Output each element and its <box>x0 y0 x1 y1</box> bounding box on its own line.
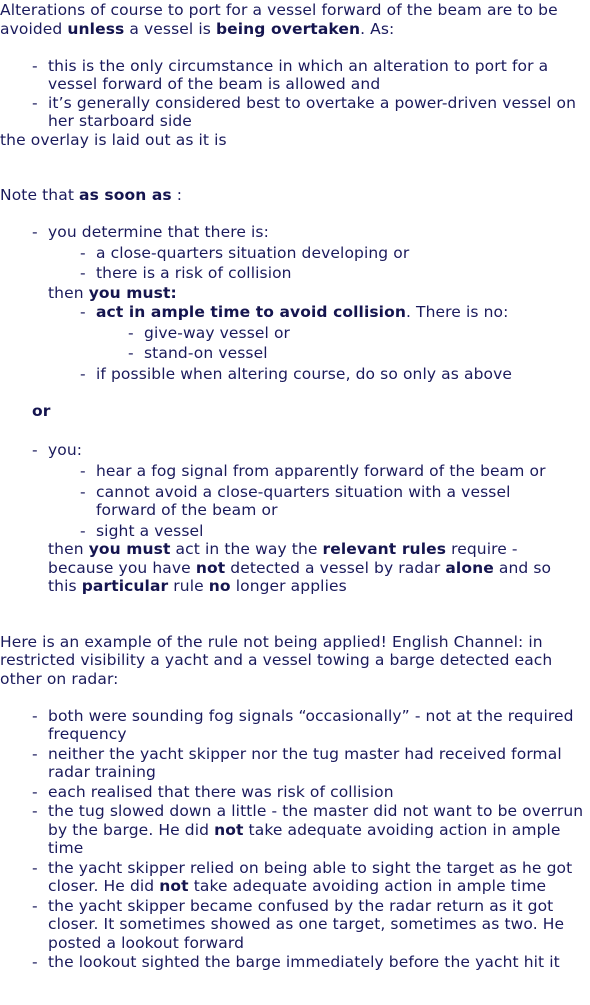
bullet-dash: - <box>32 782 38 801</box>
bullet-dash: - <box>32 706 38 725</box>
example-text: neither the yacht skipper nor the tug master had received formal radar training <box>48 744 562 781</box>
part1-act-item <box>0 303 590 322</box>
part2-lead-text: you: <box>48 440 83 459</box>
note-line <box>0 186 590 205</box>
example-item-2 <box>0 745 590 782</box>
conclusion-text: longer applies <box>230 577 347 595</box>
example-item-4 <box>0 802 590 858</box>
bullet-dash: - <box>80 303 86 321</box>
bullet-dash: - <box>32 93 38 112</box>
vessel-text: give-way vessel or <box>144 323 291 342</box>
part1-sub-text: a close-quarters situation developing or <box>96 243 410 262</box>
conclusion-text: then <box>48 540 89 558</box>
conclusion-text: act in the way the <box>170 540 323 558</box>
part1-vessel-2 <box>0 344 590 363</box>
or-label <box>0 402 590 421</box>
example-intro: Here is an example of the rule not being applied! English Channel: in restricted visibility a yacht and a vessel towing a barge detected each other on radar: <box>0 632 553 688</box>
part1-lead-text: you determine that there is: <box>48 223 269 241</box>
intro-bold-unless: unless <box>67 19 125 38</box>
bullet-dash: - <box>80 264 86 282</box>
part1-lead <box>0 223 590 242</box>
example-item-6 <box>0 897 590 953</box>
document <box>0 1 590 1005</box>
bullet-dash: - <box>32 896 38 915</box>
conclusion-text: detected a vessel by radar <box>225 558 446 577</box>
example-text: each realised that there was risk of collision <box>48 782 394 801</box>
bullet-dash: - <box>32 858 38 877</box>
part2-lead <box>0 441 590 460</box>
conclusion-bold: not <box>195 558 226 577</box>
part1-sub-1 <box>0 244 590 263</box>
conclusion-bold: no <box>208 577 231 595</box>
conclusion-text: require - because you have <box>48 540 518 577</box>
example-text: the lookout sighted the barge immediately before the yacht hit it <box>48 953 560 971</box>
note-text: : <box>171 186 183 204</box>
part1-then-line <box>0 284 590 303</box>
bullet-dash: - <box>32 223 38 241</box>
part1-vessel-1 <box>0 324 590 343</box>
vessel-text: stand-on vessel <box>144 344 268 362</box>
bullet-dash: - <box>32 440 38 459</box>
intro-bold-overtaken: being overtaken <box>215 19 361 38</box>
part2-sub-text: cannot avoid a close-quarters situation with a vessel forward of the beam or <box>96 482 511 519</box>
bullet-dash: - <box>32 56 38 75</box>
conclusion-bold: alone <box>445 558 494 577</box>
as-item-text: this is the only circumstance in which an alteration to port for a vessel forward of the beam is allowed and <box>48 56 549 93</box>
conclusion-text: and so this <box>48 558 552 595</box>
possible-text: if possible when altering course, do so only as above <box>96 364 512 383</box>
as-item-text: it’s generally considered best to overtake a power-driven vessel on her starboard side <box>48 93 577 130</box>
example-text: take adequate avoiding action in ample time <box>48 820 561 857</box>
bullet-dash: - <box>80 482 86 501</box>
example-text: take adequate avoiding action in ample time <box>188 877 547 895</box>
part2-sub-text: hear a fog signal from apparently forward of the beam or <box>96 462 546 480</box>
intro-paragraph <box>0 1 590 38</box>
part1-sub-text: there is a risk of collision <box>96 264 292 282</box>
part2-sub-text: sight a vessel <box>96 521 204 540</box>
bullet-dash: - <box>128 323 134 342</box>
bullet-dash: - <box>80 243 86 262</box>
example-bold: not <box>214 820 244 839</box>
bullet-dash: - <box>128 344 134 362</box>
part1-possible-item <box>0 365 590 384</box>
example-text: the yacht skipper became confused by the radar return as it got closer. It sometimes showed as one target, sometimes as two. He posted a lookout forward <box>48 896 565 952</box>
bullet-dash: - <box>32 744 38 763</box>
conclusion-text: rule <box>168 577 209 595</box>
part2-sub-2 <box>0 483 536 520</box>
conclusion-bold: particular <box>81 577 169 595</box>
bullet-dash: - <box>32 802 38 820</box>
example-text: the yacht skipper relied on being able to sight the target as he got closer. He did <box>48 858 573 895</box>
intro-text: a vessel is <box>124 19 216 38</box>
example-text: both were sounding fog signals “occasionally” - not at the required frequency <box>48 706 574 743</box>
as-item-2 <box>0 94 590 131</box>
conclusion-bold: relevant rules <box>322 540 447 558</box>
part2-sub-1 <box>0 462 590 481</box>
bullet-dash: - <box>32 953 38 971</box>
note-text: Note that <box>0 186 80 204</box>
overlay-line: the overlay is laid out as it is <box>0 130 227 149</box>
example-bold: not <box>159 877 189 895</box>
note-bold: as soon as <box>79 186 172 204</box>
example-item-1 <box>0 707 590 744</box>
as-item-1 <box>0 57 590 94</box>
act-bold: act in ample time to avoid collision <box>96 303 406 321</box>
example-item-5 <box>0 859 590 896</box>
part2-conclusion <box>0 540 590 596</box>
then-text: then <box>48 283 89 302</box>
act-text: . There is no: <box>405 303 509 321</box>
or-bold: or <box>32 401 51 420</box>
example-item-3 <box>0 783 590 802</box>
then-bold: you must: <box>88 283 177 302</box>
example-text: the tug slowed down a little - the master did not want to be overrun by the barge. He did <box>48 802 584 839</box>
intro-text: . As: <box>360 19 395 38</box>
part1-sub-2 <box>0 264 590 283</box>
conclusion-bold: you must <box>88 540 171 558</box>
example-item-7 <box>0 953 590 972</box>
bullet-dash: - <box>80 521 86 540</box>
bullet-dash: - <box>80 364 86 383</box>
part2-sub-3 <box>0 522 590 541</box>
bullet-dash: - <box>80 462 86 480</box>
intro-text: Alterations of course to port for a vessel forward of the beam are to be avoided <box>0 1 558 38</box>
